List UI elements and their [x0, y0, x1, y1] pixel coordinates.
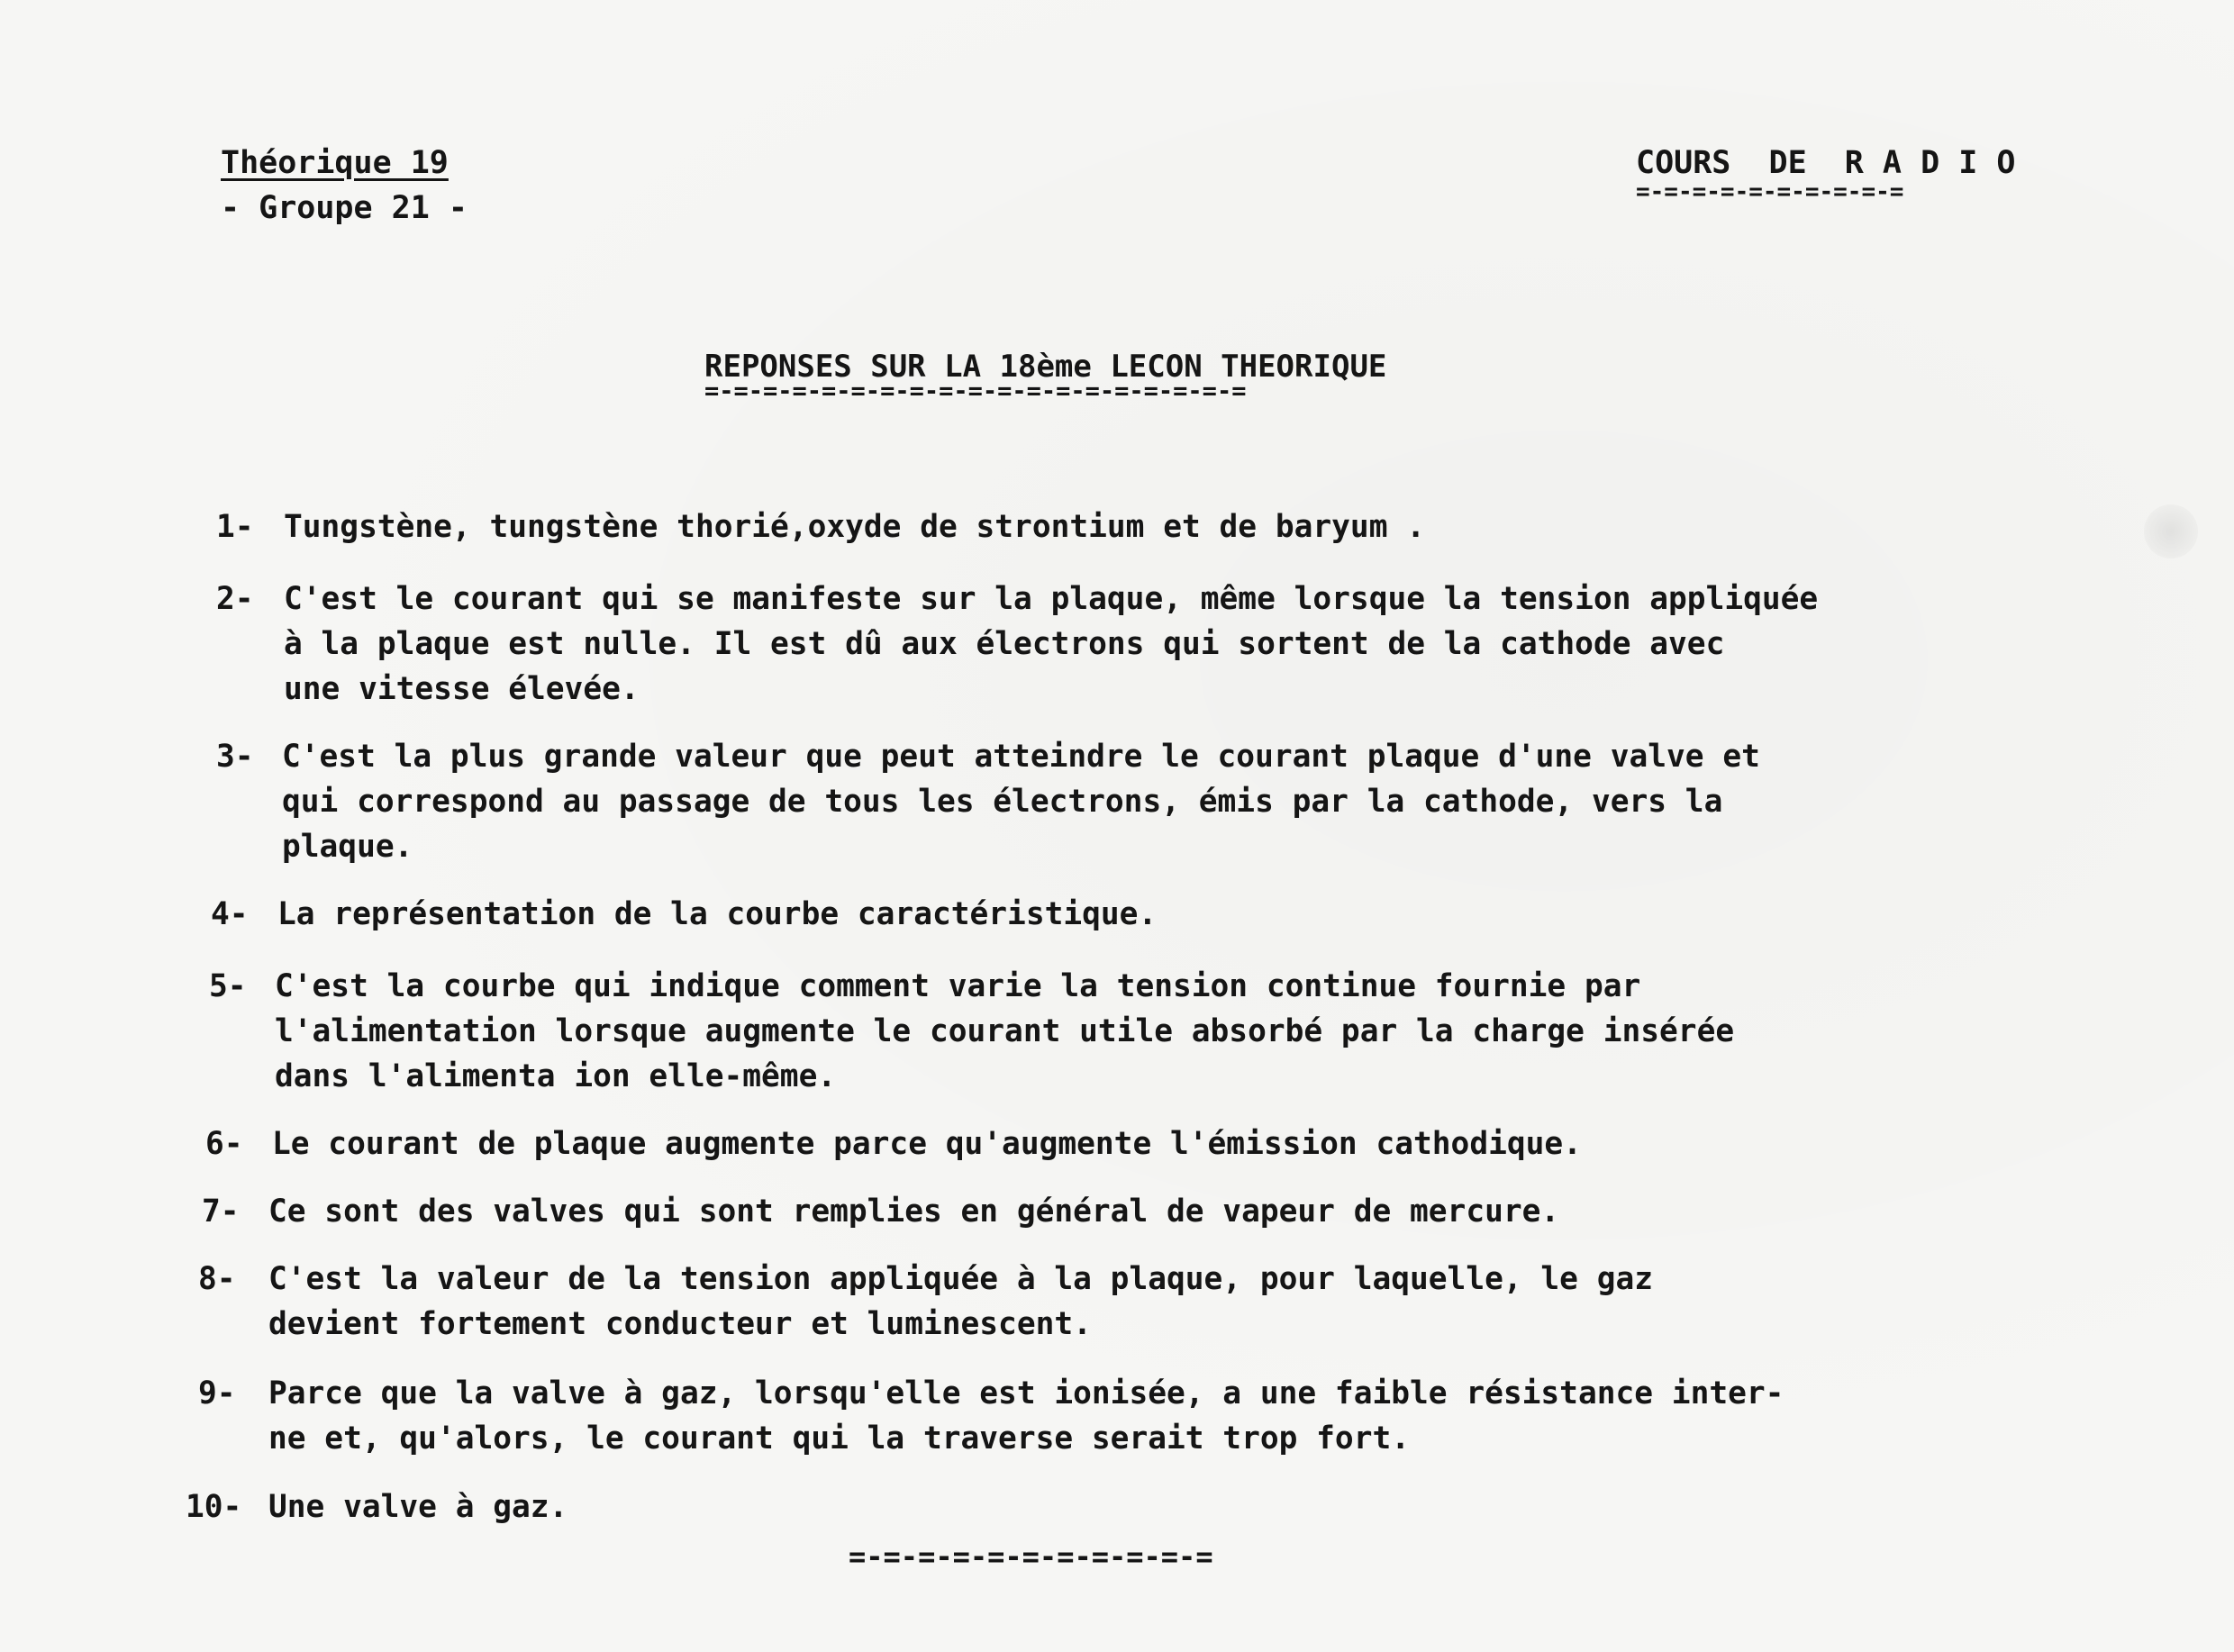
header-right-underline: =-=-=-=-=-=-=-=-=-= — [1636, 178, 1904, 205]
answer-number: 3- — [216, 739, 254, 775]
answer-number: 9- — [198, 1375, 236, 1411]
answer-number: 1- — [216, 509, 254, 545]
answer-number: 4- — [211, 896, 249, 932]
answer-line: plaque. — [282, 829, 413, 865]
answer-line: C'est la courbe qui indique comment varie la tension continue fournie par — [275, 968, 1641, 1004]
header-groupe: - Groupe 21 - — [221, 190, 468, 226]
answer-line: l'alimentation lorsque augmente le courant utile absorbé par la charge insérée — [275, 1013, 1735, 1049]
answer-line: qui correspond au passage de tous les électrons, émis par la cathode, vers la — [282, 784, 1723, 820]
answer-number: 8- — [198, 1261, 236, 1297]
answer-line: C'est le courant qui se manifeste sur la plaque, même lorsque la tension appliquée — [284, 581, 1819, 617]
answer-number: 10- — [186, 1489, 242, 1525]
answer-line: Tungstène, tungstène thorié,oxyde de strontium et de baryum . — [284, 509, 1426, 545]
answer-number: 5- — [209, 968, 247, 1004]
page-smudge — [2144, 504, 2198, 558]
answer-line: C'est la plus grande valeur que peut atteindre le courant plaque d'une valve et — [282, 739, 1760, 775]
answer-number: 2- — [216, 581, 254, 617]
header-theorique: Théorique 19 — [221, 145, 449, 181]
answer-number: 7- — [202, 1194, 240, 1230]
title-underline: =-=-=-=-=-=-=-=-=-=-=-=-=-=-=-=-=-=-= — [704, 377, 1247, 405]
answer-line: dans l'alimenta ion elle-même. — [275, 1058, 837, 1094]
header-cours-de-radio: COURS DE R A D I O — [1636, 145, 2016, 181]
answer-line: C'est la valeur de la tension appliquée à la plaque, pour laquelle, le gaz — [268, 1261, 1654, 1297]
answer-line: Parce que la valve à gaz, lorsqu'elle est ionisée, a une faible résistance inter- — [268, 1375, 1784, 1411]
answer-line: La représentation de la courbe caractéristique. — [277, 896, 1158, 932]
answer-line: devient fortement conducteur et luminescent. — [268, 1306, 1092, 1342]
answer-line: à la plaque est nulle. Il est dû aux électrons qui sortent de la cathode avec — [284, 626, 1725, 662]
answer-number: 6- — [205, 1126, 243, 1162]
answer-line: Le courant de plaque augmente parce qu'augmente l'émission cathodique. — [272, 1126, 1582, 1162]
answer-line: une vitesse élevée. — [284, 671, 640, 707]
footer-separator: =-=-=-=-=-=-=-=-=-=-= — [849, 1539, 1213, 1574]
page-title: REPONSES SUR LA 18ème LECON THEORIQUE — [704, 349, 1387, 385]
answer-line: ne et, qu'alors, le courant qui la traverse serait trop fort. — [268, 1421, 1411, 1457]
answer-line: Ce sont des valves qui sont remplies en général de vapeur de mercure. — [268, 1194, 1560, 1230]
answer-line: Une valve à gaz. — [268, 1489, 568, 1525]
